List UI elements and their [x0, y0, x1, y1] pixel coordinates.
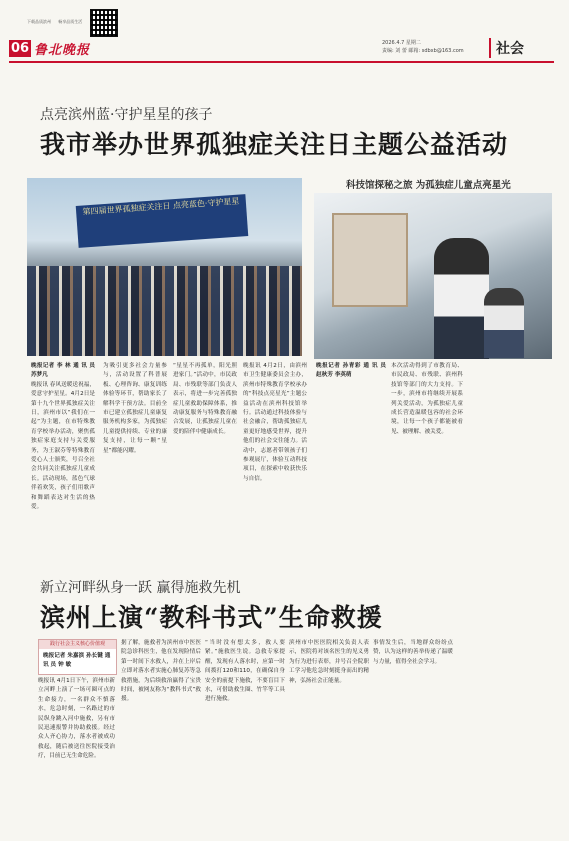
photo-banner: 第四届世界孤独症关注日 点亮蓝色·守护星星 — [76, 194, 249, 248]
article1-headline: 我市举办世界孤独症关注日主题公益活动 — [40, 130, 509, 159]
article2-byline-box — [38, 639, 117, 675]
photo-child — [484, 288, 524, 358]
article2-byline: 晚报记者 朱嘉滨 孙长键 通 讯 员 钟 敏 — [43, 653, 111, 669]
article2-column-2 — [121, 639, 201, 705]
article1-col2-text: 为吸引更多社会力量参与，活动设置了科普展板、心理咨询、康复训练体验等环节，帮助家长了解科学干预方法。目前全市已建立孤独症儿童康复服务机构多家，为孤独症儿童提供持续、专业的康复支持，让每一颗“星星”都能闪耀。 — [103, 363, 167, 454]
article1-col1-text: 晚报讯 春风送暖送祝福，爱意守护星星。4月2日是第十九个世界孤独症关注日，滨州市以“我们在一起”为主题，在市特殊教育学校举办活动，聚焦孤独症家庭支持与关爱服务，为王淑芬等特殊教育爱心人士颁奖，号召全社会共同关注孤独症儿童成长。活动现场，蓝色气球伴着欢笑，孩子们用歌声和舞蹈表达对生活的热爱。 — [31, 381, 95, 511]
photo-exhibit — [332, 213, 408, 307]
page-number: 06 — [10, 41, 30, 56]
article1-kicker: 点亮滨州蓝·守护星星的孩子 — [40, 107, 213, 123]
article2-column-5 — [373, 639, 453, 667]
photo-adult — [434, 238, 489, 359]
values-badge: 践行社会主义核心价值观 — [39, 640, 116, 649]
header-rule — [9, 61, 554, 63]
article1-column-1 — [31, 362, 95, 513]
article1-photo2-title: 科技馆探秘之旅 为孤独症儿童点亮星光 — [346, 180, 511, 191]
article1-column-2 — [103, 362, 167, 456]
article2-col5-text: 事情发生后，当地群众纷纷点赞，认为这样的善举传递了温暖与力量，值得全社会学习。 — [373, 640, 453, 665]
article1-column-5 — [316, 362, 386, 381]
header-top-links — [27, 19, 147, 25]
article1-photo1-caption: 晚报记者 李 林 通 讯 员 苏梦凡 — [31, 363, 95, 379]
dateline — [382, 39, 464, 55]
article2-headline: 滨州上演“教科书式”生命救援 — [40, 603, 383, 632]
section-bar — [489, 38, 491, 58]
article1-column-3 — [173, 362, 237, 437]
header-link-1: 下载品质滨州 — [27, 19, 51, 24]
article1-col4-text: 晚报讯 4月2日，由滨州市卫生健康委员会主办，滨州市特殊教育学校承办的“科技点亮星光”主题公益活动在滨州科技馆举行。活动通过科技体验与社会融合，帮助孤独症儿童更好地感受世界，提升他们的社会交往能力。活动中，志愿者带领孩子们参观展厅，体验互动科技项目，在探索中收获快乐与自信。 — [243, 363, 307, 482]
header-link-2: 畅享品质生活 — [58, 19, 83, 24]
article1-col5-text: 本次活动得到了市教育局、市民政局、市残联、滨州科技馆等部门的大力支持。下一步，滨州市将继续开展系列关爱活动，为孤独症儿童成长营造温暖包容的社会环境，让每一个孩子都能被看见、被理解、被关爱。 — [391, 363, 463, 435]
article2-kicker: 新立河畔纵身一跃 赢得施救先机 — [40, 580, 241, 596]
article2-col1-text: 晚报讯 4月1日下午，滨州市新立河畔上演了一场可圈可点的生命接力，一名群众不慎落水，危急时刻，一名路过的市民纵身跳入河中施救，另有市民迅速报警并协助救援。经过众人齐心协力，落水者被成功救起，随后被送往医院接受治疗，目前已无生命危险。 — [38, 678, 115, 760]
article1-group-photo — [27, 178, 302, 356]
article2-col2-text: 据了解，施救者为滨州市中医医院急诊科医生，他在发现险情后第一时间下水救人，并在上岸后立即对落水者实施心肺复苏等急救措施，为后续救治赢得了宝贵时间，被网友称为“教科书式”救援。 — [121, 640, 201, 703]
article1-photo2-caption: 晚报记者 孙青彩 通 讯 员 赵秋芳 李英萌 — [316, 363, 386, 379]
paper-logo: 鲁北晚报 — [34, 43, 91, 58]
article1-column-4 — [243, 362, 307, 484]
article1-science-photo — [314, 193, 552, 359]
editor-info: 责编: 刘 蕾 邮箱: sdbxb@163.com — [382, 48, 464, 54]
qr-code-icon — [90, 9, 118, 37]
article1-col3-text: “星星不再孤单，阳光照进家门。”活动中，市民政局、市残联等部门负责人表示，将进一步完善孤独症儿童救助保障体系，推动康复服务与特殊教育融合发展，让孤独症儿童在爱的陪伴中健康成长。 — [173, 363, 237, 435]
photo-crowd — [27, 266, 302, 356]
article1-column-6 — [391, 362, 463, 437]
article2-column-3 — [205, 639, 285, 705]
issue-date: 2026.4.7 星期二 — [382, 40, 421, 46]
section-title: 社会 — [496, 41, 524, 57]
article2-column-1 — [38, 677, 115, 762]
article2-col3-text: “当时没有想太多，救人要紧。”施救医生说。急救专家提醒，发现有人落水时，应第一时间拨打120和110，在确保自身安全的前提下施救，不要盲目下水，可借助救生圈、竹竿等工具进行施救。 — [205, 640, 285, 703]
article2-col4-text: 滨州市中医医院相关负责人表示，医院将对该名医生的见义勇为行为进行表彰，并号召全院职工学习他危急时刻挺身而出的精神，弘扬社会正能量。 — [289, 640, 369, 684]
article2-column-4 — [289, 639, 369, 686]
